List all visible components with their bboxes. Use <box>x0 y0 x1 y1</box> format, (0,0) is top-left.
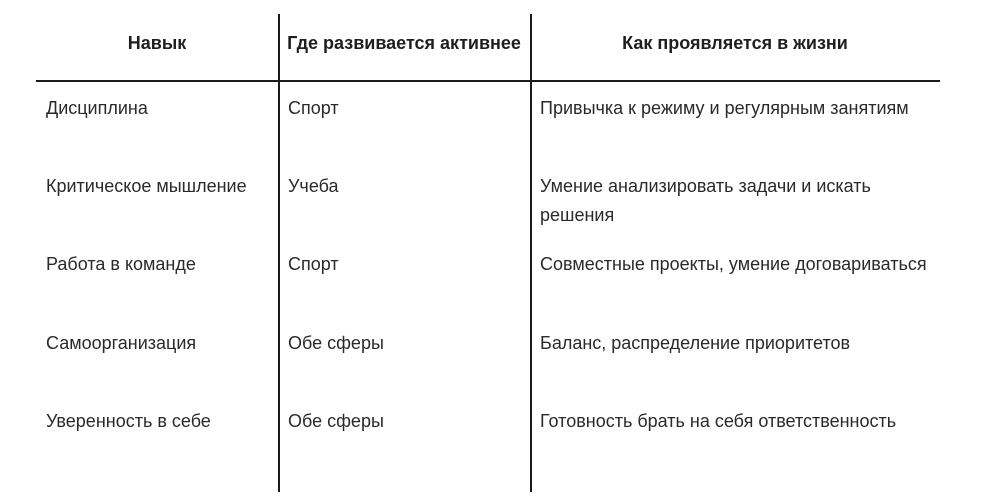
skills-table-container <box>36 14 940 474</box>
column-divider-1 <box>278 14 280 492</box>
table-header <box>36 14 940 81</box>
table-row <box>36 317 940 396</box>
cell-skill: Самоорганизация <box>46 332 197 353</box>
cell-skill: Уверенность в себе <box>46 411 211 431</box>
cell-skill: Работа в команде <box>46 254 196 274</box>
table-body <box>36 81 940 474</box>
table-row <box>36 395 940 474</box>
header-how: Как проявляется в жизни <box>530 14 940 81</box>
header-where: Где развивается активнее <box>278 14 530 81</box>
header-skill: Навык <box>36 14 278 81</box>
cell-how: Умение анализировать задачи и искать решения <box>540 175 871 225</box>
column-divider-2 <box>530 14 532 492</box>
cell-where: Учеба <box>288 175 339 196</box>
skills-table <box>36 14 940 474</box>
cell-skill: Дисциплина <box>46 98 148 118</box>
cell-how: Готовность брать на себя ответственность <box>540 411 897 431</box>
cell-where: Обе сферы <box>288 411 384 431</box>
cell-where: Обе сферы <box>288 332 384 353</box>
cell-how: Баланс, распределение приоритетов <box>540 332 851 353</box>
table-row <box>36 81 940 160</box>
cell-where: Спорт <box>288 254 339 274</box>
table-row <box>36 160 940 239</box>
header-row <box>36 14 940 81</box>
cell-where: Спорт <box>288 98 339 118</box>
cell-how: Совместные проекты, умение договариваться <box>540 254 927 274</box>
cell-skill: Критическое мышление <box>46 175 247 196</box>
cell-how: Привычка к режиму и регулярным занятиям <box>540 98 909 118</box>
table-row <box>36 238 940 317</box>
